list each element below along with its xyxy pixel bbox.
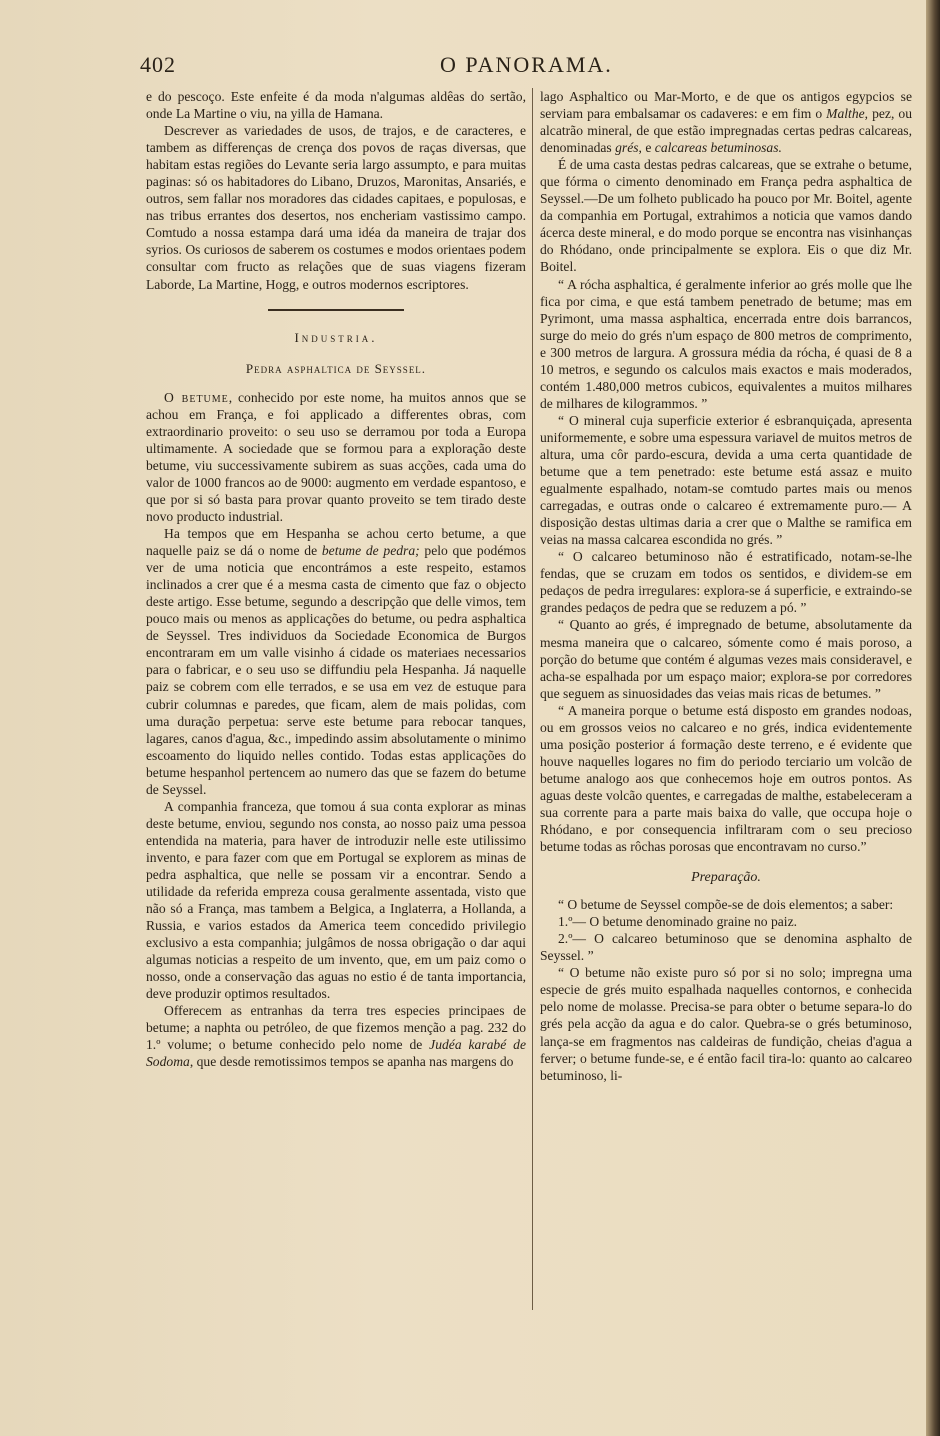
paragraph: A companhia franceza, que tomou á sua conta explorar as minas deste betume, enviou, segundo nos consta, ao nosso paiz uma pessoa entendida na materia, para haver de introduzir nelle este utilissimo invento, e para fazer com que em Portugal se explorem as minas de pedra asphaltica, que nelle se possam vir a encontrar. Sendo a utilidade da referida empreza cousa geralmente assentada, visto que não só a França, mas tambem a Belgica, a Inglaterra, a Hollanda, a Russia, e varios estados da America teem concedido privilegio exclusivo a esta companhia; julgâmos de nossa obrigação o dar aqui algumas noticias a respeito de um invento, que, em um paiz como o nosso, onde a conservação das aguas no estio é de tanta importancia, deve produzir optimos resultados.: [146, 798, 526, 1002]
section-title: Industria.: [294, 329, 378, 345]
paragraph: Descrever as variedades de usos, de trajos, e de caracteres, e tambem as differenças de crença dos povos de raças diversas, que habitam estas regiões do Levante seria largo assumpto, e para muitas paginas: só os habitadores do Libano, Druzos, Maronitas, Ansariés, e outros, sem fallar nos moradores das cidades capitaes, e populosas, e nas tribus errantes dos desertos, nos encheriam vastissimo campo. Comtudo a nossa estampa dará uma idéa da maneira de trajar dos syrios. Os curiosos de saberem os costumes e modos orientaes podem consultar com fructo as relações que de suas viagens fizeram Laborde, La Martine, Hogg, e outros modernos escriptores.: [146, 123, 526, 292]
page-header: [140, 52, 920, 82]
paragraph: [146, 1002, 526, 1070]
emphasis: calcareas betuminosas.: [654, 140, 782, 156]
page-number: 402: [140, 52, 176, 77]
quote-paragraph: “ O mineral cuja superficie exterior é esbranquiçada, apresenta uniformemente, e sobre uma espessura variavel de muitos metros de altura, uma côr pardo-escura, devida a uma certa quantidade de betume que a tem penetrado: este betume está assaz e muito egualmente espalhado, notam-se comtudo partes mais ou menos carregadas, e outras onde o calcareo é extremamente puro.— A disposição destas ultimas daria a crer que o Malthe se ramifica em veias na massa calcarea escondida no grés. ”: [540, 412, 912, 548]
paragraph: [540, 88, 912, 156]
paragraph-text: pelo que podémos ver de uma noticia que encontrámos a este respeito, estamos inclinados a crer que é a mesma casta de cimento que faz o objecto deste artigo. Esse betume, segundo a descripção que delle vimos, tem pouco mais ou menos as applicações do betume, ou pedra asphaltica de Seyssel. Tres individuos da Sociedade Economica de Burgos encontraram em um valle visinho á cidade os materiaes necessarios para o fabricar, e o seu uso se diffundiu pela Hespanha. Já naquelle paiz se cobrem com elle terrados, e se usa em vez de estuque para cubrir columnas e paredes, que ficam, alem de mais polidas, com uma duração perpetua: serve este betume para rebocar tanques, lagares, canos d'agua, &c., impedindo assim absolutamente o minimo escoamento do liquido nelles contido. Todas estas applicações do betume hespanhol pertencem ao numero das que se fazem do betume de Seyssel.: [146, 543, 527, 797]
paragraph: É de uma casta destas pedras calcareas, que se extrahe o betume, que fórma o cimento denominado em França pedra asphaltica de Seyssel.—De um folheto publicado ha pouco por Mr. Boitel, agente da companhia em Portugal, extrahimos a noticia que vamos dando ácerca deste mineral, e do modo porque se encontra nas visinhanças do Rhódano, onde principalmente se explora. Eis o que diz Mr. Boitel.: [540, 157, 912, 275]
paragraph: e do pescoço. Este enfeite é da moda n'algumas aldêas do sertão, onde La Martine o viu, na yilla de Hamana.: [146, 89, 526, 122]
quote-paragraph: “ O calcareo betuminoso não é estratificado, notam-se-lhe fendas, que se cruzam em todos os sentidos, e dividem-se em pedaços de pedra irregulares: explora-se á superficie, e extraindo-se grandes pedaços de pedra que se reduzem a pó. ”: [540, 549, 912, 616]
right-column: [540, 88, 912, 1084]
quote-paragraph: “ O betume de Seyssel compõe-se de dois elementos; a saber:: [558, 897, 894, 913]
paragraph-text: Ha tempos que em Hespanha se achou certo betume, a que naquelle paiz se dá o nome de: [146, 526, 526, 559]
lead-words: O betume: [164, 389, 229, 405]
emphasis: grés: [615, 140, 639, 156]
article-title: Pedra asphaltica de Seyssel.: [245, 360, 427, 376]
section-rule: [268, 309, 404, 311]
emphasis: Judéa karabé de Sodoma: [146, 1037, 526, 1070]
quote-paragraph: “ Quanto ao grés, é impregnado de betume, absolutamente da mesma maneira que o calcareo, sómente como é mais poroso, a porção do betume que contém é algumas vezes mais consideravel, e acha-se espalhada por um espaço maior; explora-se por corredores que seguem as sinuosidades das veias mais ricas de betumes. ”: [540, 617, 912, 701]
book-edge: [926, 0, 940, 1436]
paragraph-text: , e: [638, 140, 655, 156]
paragraph-text: , conhecido por este nome, ha muitos annos que se achou em França, e foi applicado a differentes obras, com extraordinario proveito: o seu uso se derramou por toda a Europa ultimamente. A sociedade que se formou para a exploração deste betume, viu successivamente subirem as suas acções, cada uma do valor de 1000 francos ao de 9000: augmento em verdade espantoso, e que por si só basta para provar quanto proveito se tem tirado deste novo producto industrial.: [146, 389, 526, 524]
left-column: [146, 88, 526, 1071]
running-title: O PANORAMA.: [440, 52, 613, 77]
emphasis: Malthe: [826, 106, 865, 122]
paragraph: [146, 389, 526, 525]
paragraph-text: lago Asphaltico ou Mar-Morto, e de que os antigos egypcios se serviam para embalsamar os cadaveres: e em fim o: [540, 89, 912, 122]
quote-paragraph: “ A maneira porque o betume está disposto em grandes nodoas, ou em grossos veios no calcareo e no grés, indica evidentemente uma posição posterior á formação deste terreno, e é evidente que houve naquelles logares no fim do periodo terciario um volcão de betume analogo aos que conhecemos hoje em outros pontos. As aguas deste volcão quentes, e carregadas de malthe, estabeleceram a sua corrente para a parte mais baixa do valle, que occupa hoje o Rhódano, e por consequencia infiltraram com o seu precioso betume todas as rôchas porosas que encontravam no curso.”: [540, 702, 912, 855]
paragraph: [146, 525, 526, 798]
paragraph-text: , pez, ou alcatrão mineral, de que estão impregnadas certas pedras calcareas, denominadas: [540, 106, 912, 156]
list-item: 2.º— O calcareo betuminoso que se denomina asphalto de Seyssel. ”: [540, 931, 912, 964]
column-divider: [532, 88, 533, 1310]
emphasis: betume de pedra;: [321, 543, 420, 559]
list-item: 1.º— O betume denominado graine no paiz.: [558, 914, 798, 930]
paragraph-text: Offerecem as entranhas da terra tres especies principaes de betume; a naphta ou petróleo, de que fizemos menção a pag. 232 do 1.º volume; o betume conhecido pelo nome de: [146, 1003, 526, 1053]
subheading: Preparação.: [691, 870, 761, 886]
quote-paragraph: “ A rócha asphaltica, é geralmente inferior ao grés molle que lhe fica por cima, e que está tambem penetrado de betume; mas em Pyrimont, uma massa asphaltica, encerrada entre dois barrancos, surge do meio do grés n'um espaço de 800 metros de comprimento, e 300 metros de largura. A grossura média da rócha, é quasi de 8 a 10 metros, e segundo os calculos mais exactos e mais moderados, contém 1.480,000 metros cubicos, equivalentes a muitos milhares de milhares de kilogrammos. ”: [540, 276, 912, 411]
paragraph-text: , que desde remotissimos tempos se apanha nas margens do: [189, 1054, 514, 1070]
quote-paragraph: “ O betume não existe puro só por si no solo; impregna uma especie de grés muito espalhada naquelles contornos, e conhecida pelo nome de molasse. Precisa-se para obter o betume separa-lo do grés pela acção da agua e do calor. Quebra-se o grés betuminoso, lança-se em fragmentos nas caldeiras de fundição, cheias d'agua a ferver; o betume funde-se, e é então facil tira-lo: quanto ao calcareo betuminoso, li-: [540, 965, 912, 1083]
